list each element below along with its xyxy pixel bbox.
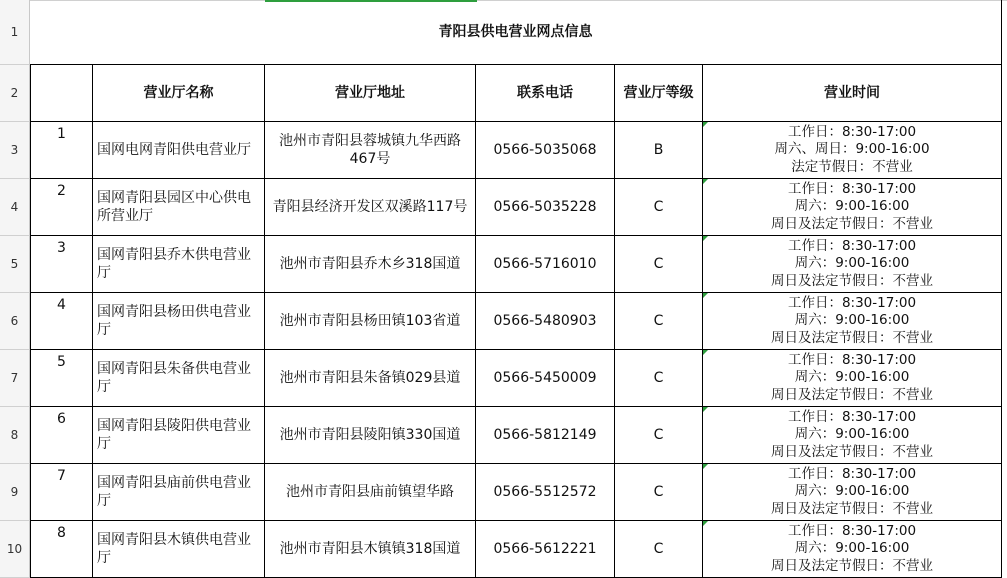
header-label-name: 营业厅名称	[143, 85, 214, 101]
hall-name: 国网电网青阳供电营业厅	[97, 142, 251, 158]
row-number: 4	[10, 200, 19, 214]
hall-address: 池州市青阳县蓉城镇九华西路467号	[279, 133, 461, 167]
row-number: 2	[10, 86, 19, 100]
index-cell[interactable]	[30, 236, 93, 293]
row-number: 6	[10, 314, 19, 328]
hours-line: 周六：9:00-16:00	[794, 369, 910, 386]
row-number: 8	[10, 428, 19, 442]
index-cell[interactable]	[30, 293, 93, 350]
index-cell[interactable]	[30, 122, 93, 179]
phone-cell[interactable]	[476, 464, 615, 521]
header-cell-grade[interactable]	[615, 65, 703, 122]
hall-grade: C	[653, 313, 664, 329]
hours-line: 周日及法定节假日：不营业	[771, 386, 933, 403]
cell-comment-indicator	[703, 521, 708, 526]
name-cell[interactable]	[93, 122, 265, 179]
phone-cell[interactable]	[476, 179, 615, 236]
hours-line: 工作日：8:30-17:00	[787, 180, 917, 197]
hours-line: 工作日：8:30-17:00	[787, 351, 917, 368]
hall-grade: C	[653, 370, 664, 386]
address-cell[interactable]	[265, 350, 476, 407]
row-header[interactable]	[0, 521, 30, 578]
row-index: 5	[57, 354, 66, 370]
header-cell-name[interactable]	[93, 65, 265, 122]
grade-cell[interactable]	[615, 521, 703, 578]
row-number: 5	[10, 257, 19, 271]
row-index: 1	[57, 126, 66, 142]
hours-cell[interactable]	[703, 122, 1002, 179]
row-index: 6	[57, 411, 66, 427]
hall-grade: C	[653, 427, 664, 443]
hall-grade: C	[653, 484, 664, 500]
header-label-grade: 营业厅等级	[623, 85, 694, 101]
address-cell[interactable]	[265, 464, 476, 521]
address-cell[interactable]	[265, 407, 476, 464]
hall-grade: C	[653, 199, 664, 215]
index-cell[interactable]	[30, 464, 93, 521]
name-cell[interactable]	[93, 464, 265, 521]
grade-cell[interactable]	[615, 350, 703, 407]
hours-line: 周六、周日：9:00-16:00	[774, 141, 930, 158]
header-label-hours: 营业时间	[824, 85, 880, 101]
hours-line: 工作日：8:30-17:00	[787, 522, 917, 539]
hall-address: 池州市青阳县陵阳镇330国道	[279, 427, 461, 443]
phone-cell[interactable]	[476, 122, 615, 179]
hall-grade: C	[653, 541, 664, 557]
row-number: 9	[10, 485, 19, 499]
hours-line: 工作日：8:30-17:00	[787, 465, 917, 482]
row-header[interactable]	[0, 0, 30, 65]
grade-cell[interactable]	[615, 464, 703, 521]
hours-line: 工作日：8:30-17:00	[787, 408, 917, 425]
row-header[interactable]	[0, 65, 30, 122]
row-header[interactable]	[0, 293, 30, 350]
row-index: 8	[57, 525, 66, 541]
hall-phone: 0566-5612221	[493, 541, 597, 557]
hours-line: 周六：9:00-16:00	[794, 483, 910, 500]
hall-phone: 0566-5035228	[493, 199, 597, 215]
hall-name: 国网青阳县乔木供电营业厅	[97, 247, 251, 281]
hours-line: 周六：9:00-16:00	[794, 198, 910, 215]
cell-comment-indicator	[703, 293, 708, 298]
grade-cell[interactable]	[615, 236, 703, 293]
grade-cell[interactable]	[615, 122, 703, 179]
hours-line: 周日及法定节假日：不营业	[771, 329, 933, 346]
name-cell[interactable]	[93, 179, 265, 236]
hall-name: 国网青阳县木镇供电营业厅	[97, 532, 251, 566]
cell-comment-indicator	[703, 464, 708, 469]
row-header[interactable]	[0, 350, 30, 407]
name-cell[interactable]	[93, 350, 265, 407]
sheet-title: 青阳县供电营业网点信息	[438, 24, 593, 40]
name-cell[interactable]	[93, 521, 265, 578]
hours-cell[interactable]	[703, 521, 1002, 578]
hours-line: 法定节假日：不营业	[791, 158, 913, 175]
index-cell[interactable]	[30, 521, 93, 578]
hall-address: 池州市青阳县朱备镇029县道	[279, 370, 461, 386]
row-header[interactable]	[0, 122, 30, 179]
row-number: 3	[10, 143, 19, 157]
hours-line: 工作日：8:30-17:00	[787, 294, 917, 311]
header-cell-index[interactable]	[30, 65, 93, 122]
header-cell-phone[interactable]	[476, 65, 615, 122]
address-cell[interactable]	[265, 521, 476, 578]
hours-line: 周六：9:00-16:00	[794, 255, 910, 272]
hours-line: 周日及法定节假日：不营业	[771, 272, 933, 289]
cell-comment-indicator	[703, 407, 708, 412]
header-cell-address[interactable]	[265, 65, 476, 122]
hours-line: 工作日：8:30-17:00	[787, 237, 917, 254]
header-label-address: 营业厅地址	[335, 85, 405, 101]
hall-grade: C	[653, 256, 664, 272]
phone-cell[interactable]	[476, 521, 615, 578]
hall-phone: 0566-5512572	[493, 484, 597, 500]
hall-phone: 0566-5450009	[493, 370, 597, 386]
hall-name: 国网青阳县园区中心供电所营业厅	[97, 190, 251, 224]
hours-line: 工作日：8:30-17:00	[787, 123, 917, 140]
row-number: 7	[10, 371, 19, 385]
hall-name: 国网青阳县陵阳供电营业厅	[97, 418, 251, 452]
row-number: 1	[10, 25, 19, 39]
index-cell[interactable]	[30, 179, 93, 236]
row-index: 7	[57, 468, 66, 484]
hours-line: 周六：9:00-16:00	[794, 426, 910, 443]
hall-address: 池州市青阳县庙前镇望华路	[286, 484, 454, 500]
hall-name: 国网青阳县朱备供电营业厅	[97, 361, 251, 395]
row-index: 4	[57, 297, 66, 313]
hours-line: 周日及法定节假日：不营业	[771, 500, 933, 517]
hall-phone: 0566-5812149	[493, 427, 597, 443]
hall-address: 青阳县经济开发区双溪路117号	[272, 199, 468, 215]
hours-cell[interactable]	[703, 350, 1002, 407]
phone-cell[interactable]	[476, 407, 615, 464]
hall-address: 池州市青阳县乔木乡318国道	[279, 256, 461, 272]
hours-cell[interactable]	[703, 464, 1002, 521]
cell-comment-indicator	[703, 179, 708, 184]
hall-address: 池州市青阳县木镇镇318国道	[279, 541, 461, 557]
hours-cell[interactable]	[703, 407, 1002, 464]
hours-cell[interactable]	[703, 179, 1002, 236]
hours-line: 周日及法定节假日：不营业	[771, 215, 933, 232]
grade-cell[interactable]	[615, 293, 703, 350]
phone-cell[interactable]	[476, 293, 615, 350]
sheet-title-cell[interactable]	[30, 0, 1002, 65]
name-cell[interactable]	[93, 407, 265, 464]
address-cell[interactable]	[265, 293, 476, 350]
name-cell[interactable]	[93, 236, 265, 293]
address-cell[interactable]	[265, 236, 476, 293]
hall-address: 池州市青阳县杨田镇103省道	[279, 313, 461, 329]
hours-line: 周日及法定节假日：不营业	[771, 443, 933, 460]
hours-cell[interactable]	[703, 293, 1002, 350]
grade-cell[interactable]	[615, 407, 703, 464]
name-cell[interactable]	[93, 293, 265, 350]
hall-phone: 0566-5480903	[493, 313, 597, 329]
address-cell[interactable]	[265, 179, 476, 236]
cell-comment-indicator	[703, 236, 708, 241]
hours-line: 周日及法定节假日：不营业	[771, 557, 933, 574]
hours-cell[interactable]	[703, 236, 1002, 293]
hall-phone: 0566-5035068	[493, 142, 597, 158]
cell-comment-indicator	[703, 122, 708, 127]
row-index: 3	[57, 240, 66, 256]
row-header[interactable]	[0, 236, 30, 293]
hours-line: 周六：9:00-16:00	[794, 312, 910, 329]
index-cell[interactable]	[30, 350, 93, 407]
header-cell-hours[interactable]	[703, 65, 1002, 122]
row-header[interactable]	[0, 179, 30, 236]
index-cell[interactable]	[30, 407, 93, 464]
row-header[interactable]	[0, 464, 30, 521]
row-index: 2	[57, 183, 66, 199]
phone-cell[interactable]	[476, 350, 615, 407]
grade-cell[interactable]	[615, 179, 703, 236]
row-number: 10	[6, 542, 23, 556]
row-header[interactable]	[0, 407, 30, 464]
cell-comment-indicator	[703, 350, 708, 355]
hours-line: 周六：9:00-16:00	[794, 540, 910, 557]
hall-phone: 0566-5716010	[493, 256, 597, 272]
hall-grade: B	[653, 142, 664, 158]
address-cell[interactable]	[265, 122, 476, 179]
hall-name: 国网青阳县庙前供电营业厅	[97, 475, 251, 509]
header-label-phone: 联系电话	[517, 85, 573, 101]
phone-cell[interactable]	[476, 236, 615, 293]
hall-name: 国网青阳县杨田供电营业厅	[97, 304, 251, 338]
